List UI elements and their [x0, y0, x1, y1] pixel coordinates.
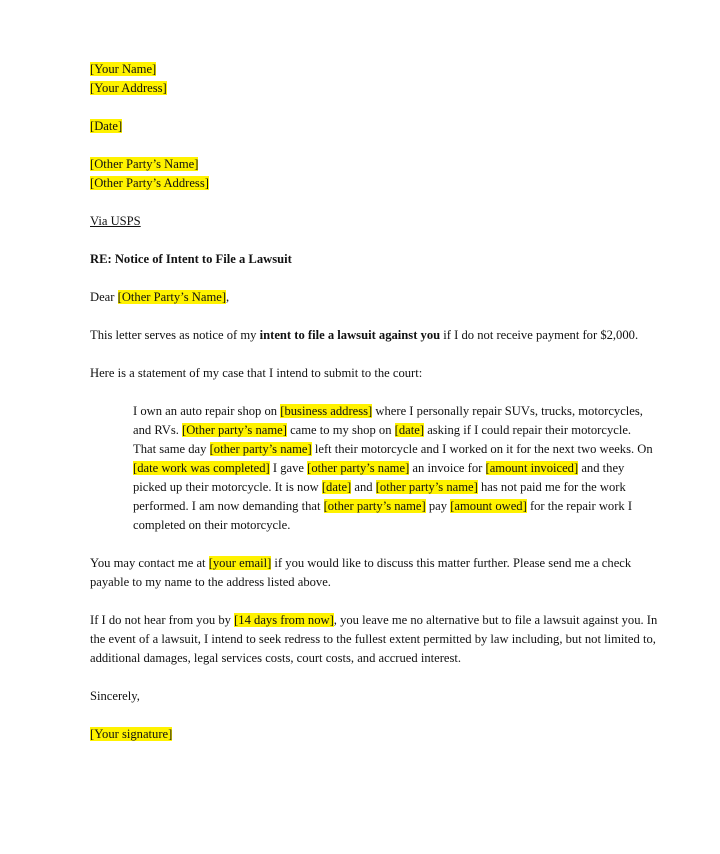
date-block: [90, 117, 660, 136]
signature: [Your signature]: [90, 727, 173, 741]
statement-text: and they picked up their motorcycle. It is now: [133, 461, 625, 494]
subject-line: RE: Notice of Intent to File a Lawsuit: [90, 252, 292, 266]
placeholder-business-address: [business address]: [280, 404, 373, 418]
placeholder-date: [date]: [394, 423, 425, 437]
statement-of-case: [90, 402, 660, 535]
notice-text-2: if I do not receive payment for $2,000.: [440, 328, 639, 342]
recipient-name: [Other Party’s Name]: [90, 157, 199, 171]
sender-address: [Your Address]: [90, 81, 167, 95]
salutation-prefix: Dear: [90, 290, 118, 304]
notice-paragraph: [90, 326, 660, 345]
statement-intro: Here is a statement of my case that I intend to submit to the court:: [90, 366, 423, 380]
notice-text-1: This letter serves as notice of my: [90, 328, 260, 342]
placeholder-other-party-name: [other party’s name]: [209, 442, 312, 456]
statement-text: pay: [425, 499, 451, 513]
placeholder-date: [date]: [321, 480, 352, 494]
statement-text: where I personally repair SUVs, trucks, motorcycles, and RVs.: [133, 404, 643, 437]
placeholder-deadline: [14 days from now]: [234, 613, 334, 627]
recipient-block: [90, 155, 660, 193]
final-text: If I do not hear from you by: [90, 613, 235, 627]
statement-text: for the repair work I completed on their motorcycle.: [133, 499, 633, 532]
contact-text: if you would like to discuss this matter further. Please send me a check payable to my name to the address listed above.: [90, 556, 632, 589]
placeholder-email: [your email]: [208, 556, 272, 570]
placeholder-other-party-name: [other party’s name]: [307, 461, 410, 475]
statement-text: I gave: [269, 461, 308, 475]
statement-text: has not paid me for the work performed. I am now demanding that: [133, 480, 626, 513]
placeholder-date-work-completed: [date work was completed]: [133, 461, 270, 475]
signature-block: [90, 725, 660, 744]
placeholder-amount-invoiced: [amount invoiced]: [485, 461, 579, 475]
final-warning-paragraph: [90, 611, 660, 668]
statement-text: left their motorcycle and I worked on it for the next two weeks. On: [311, 442, 653, 456]
salutation-suffix: ,: [226, 290, 230, 304]
letter-date: [Date]: [90, 119, 123, 133]
statement-text: an invoice for: [409, 461, 486, 475]
placeholder-other-party-name: [other party’s name]: [323, 499, 426, 513]
sender-block: [90, 60, 660, 98]
statement-text: asking if I could repair their motorcycle. That same day: [133, 423, 632, 456]
delivery-method: [90, 212, 660, 231]
placeholder-other-party-name: [other party’s name]: [375, 480, 478, 494]
statement-text: I own an auto repair shop on: [133, 404, 281, 418]
contact-text: You may contact me at: [90, 556, 209, 570]
delivery-text: Via USPS: [90, 214, 141, 228]
contact-paragraph: [90, 554, 660, 592]
final-text: , you leave me no alternative but to file a lawsuit against you. In the event of a lawsuit, I intend to seek redress to the fullest extent permitted by law including, but not limited to, additional damages, legal services costs, court costs, and accrued interest.: [90, 613, 658, 665]
salutation: [90, 288, 660, 307]
statement-text: and: [351, 480, 376, 494]
notice-bold-text: intent to file a lawsuit against you: [259, 328, 441, 342]
sender-name: [Your Name]: [90, 62, 157, 76]
salutation-name: [Other Party’s Name]: [117, 290, 227, 304]
placeholder-other-party-name: [Other party’s name]: [182, 423, 287, 437]
statement-text: came to my shop on: [286, 423, 395, 437]
recipient-address: [Other Party’s Address]: [90, 176, 209, 190]
placeholder-amount-owed: [amount owed]: [450, 499, 527, 513]
closing: Sincerely,: [90, 689, 140, 703]
